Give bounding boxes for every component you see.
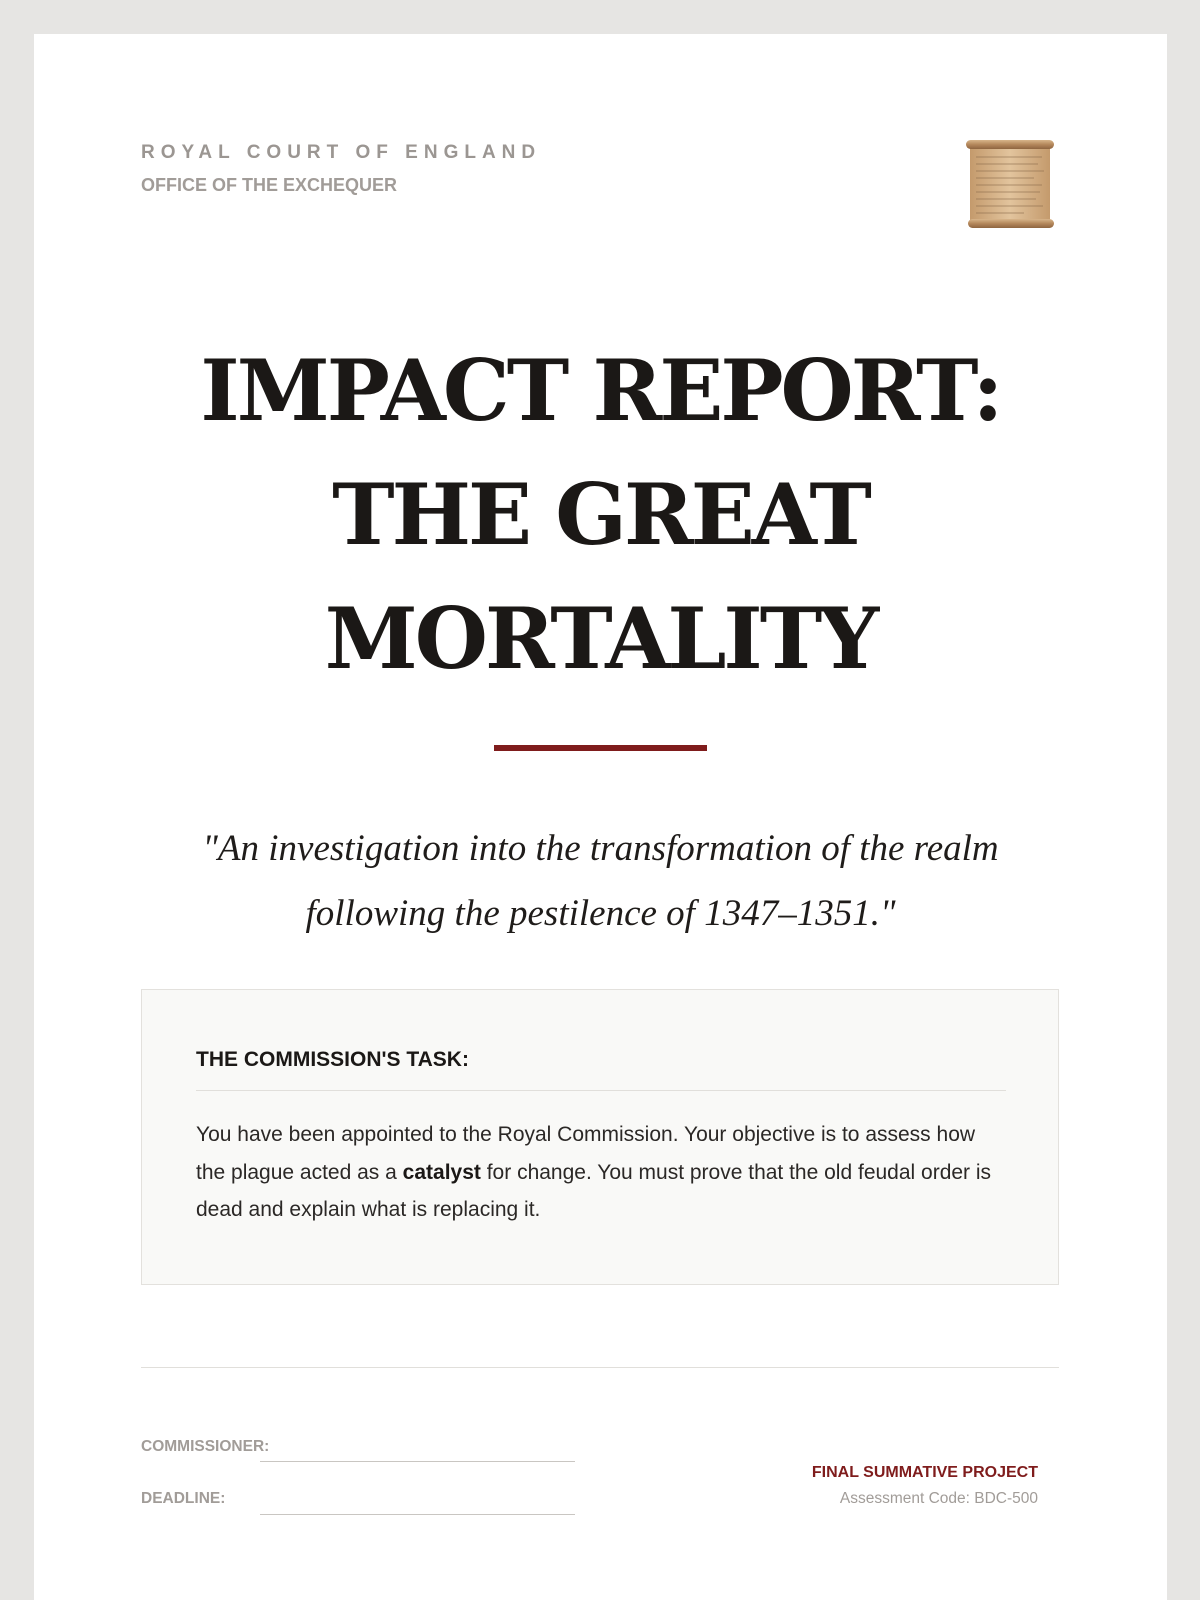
task-emphasis: catalyst xyxy=(402,1160,481,1184)
report-subtitle: "An investigation into the transformation of the realm following the pestilence of 1347–1351." xyxy=(202,828,999,934)
task-description xyxy=(196,1116,1006,1229)
commissioner-label: COMMISSIONER: xyxy=(141,1438,270,1455)
office-name: OFFICE OF THE EXCHEQUER xyxy=(141,175,398,195)
title-divider xyxy=(494,745,707,751)
deadline-label: DEADLINE: xyxy=(141,1490,226,1507)
commission-task-box xyxy=(141,989,1059,1285)
report-title xyxy=(94,329,1107,701)
title-line-3: MORTALITY xyxy=(324,589,877,688)
scroll-icon xyxy=(964,137,1056,231)
commissioner-field[interactable] xyxy=(260,1461,575,1462)
task-text-start: You have been appointed to the Royal Commission. Your objective is to assess how the plague acted as a xyxy=(196,1123,976,1184)
task-heading: THE COMMISSION'S TASK: xyxy=(196,1048,469,1071)
task-divider xyxy=(196,1090,1006,1091)
report-sheet xyxy=(34,34,1167,1600)
assessment-code: Assessment Code: BDC-500 xyxy=(839,1490,1038,1507)
footer-divider xyxy=(141,1367,1059,1368)
project-type-label: FINAL SUMMATIVE PROJECT xyxy=(811,1464,1038,1481)
deadline-field[interactable] xyxy=(260,1514,575,1515)
title-line-1: IMPACT REPORT: xyxy=(200,341,1001,440)
task-text-end: for change. You must prove that the old feudal order is dead and explain what is replacing it. xyxy=(196,1160,992,1221)
organization-name: ROYAL COURT OF ENGLAND xyxy=(141,142,542,163)
title-line-2: THE GREAT xyxy=(332,465,869,564)
